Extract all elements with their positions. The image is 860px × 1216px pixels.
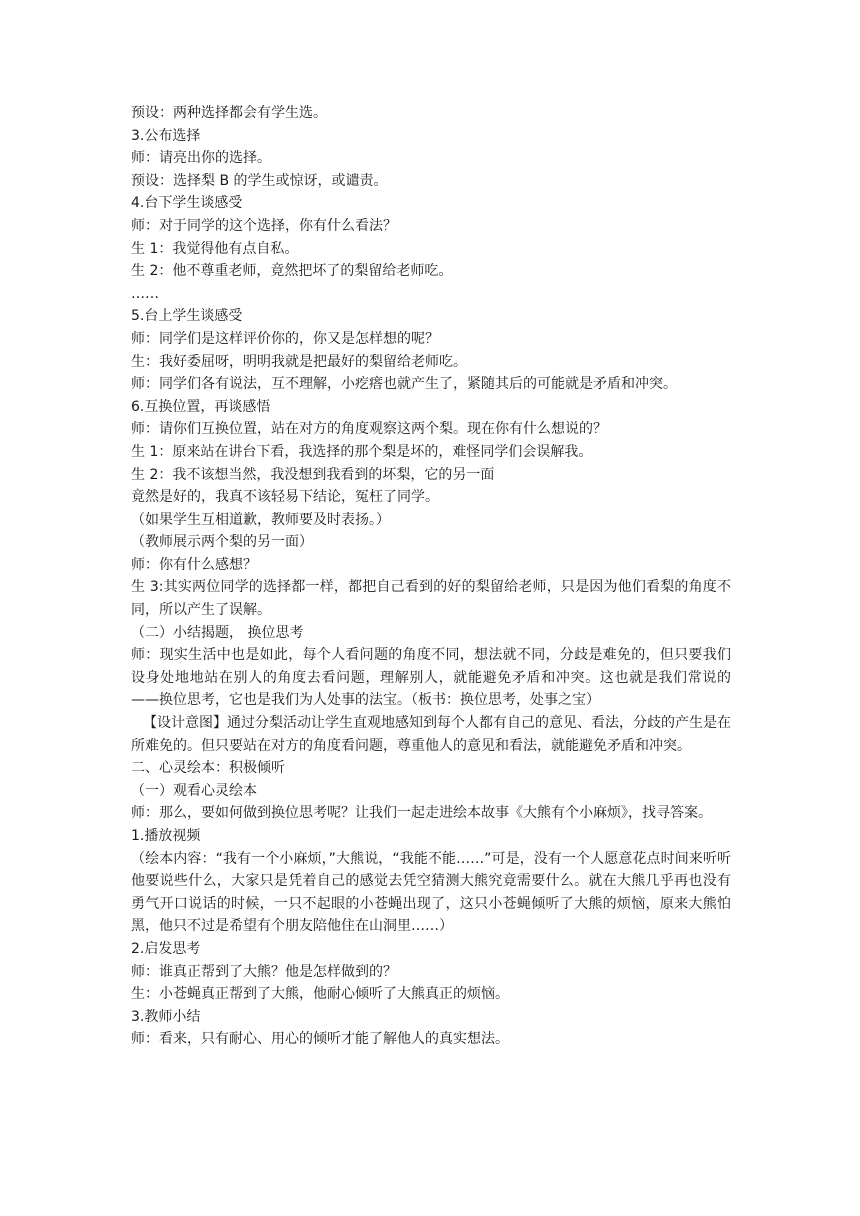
step-heading: 6.互换位置，再谈感悟 bbox=[131, 398, 271, 415]
text-line: 生 1：我觉得他有点自私。 bbox=[131, 240, 299, 257]
text-line: 师：对于同学的这个选择，你有什么看法？ bbox=[131, 217, 397, 234]
step-heading: 1.播放视频 bbox=[131, 828, 201, 844]
text-line: 生 2：他不尊重老师，竟然把坏了的梨留给老师吃。 bbox=[131, 263, 453, 280]
text-line: 师：你有什么感想？ bbox=[131, 556, 257, 573]
text-line: 生 2：我不该想当然，我没想到我看到的坏梨，它的另一面 bbox=[131, 466, 495, 483]
teacher-summary-paragraph: 师：现实生活中也是如此，每个人看问题的角度不同，想法就不同，分歧是难免的，但只要我们设身处地地站在别人的角度去看问题，理解别人，就能避免矛盾和冲突。这也就是我们常说的——换位思考，它也是我们为人处事的法宝。（板书：换位思考，处事之宝） bbox=[131, 647, 731, 709]
text-line: （如果学生互相道歉，教师要及时表扬。） bbox=[131, 511, 390, 528]
student3-paragraph: 生 3:其实两位同学的选择都一样，都把自己看到的好的梨留给老师，只是因为他们看梨的角度不同，所以产生了误解。 bbox=[131, 579, 731, 619]
text-line: （教师展示两个梨的另一面） bbox=[131, 534, 313, 551]
step-heading: 2.启发思考 bbox=[131, 940, 201, 957]
text-line: 师：请你们互换位置，站在对方的角度观察这两个梨。现在你有什么想说的？ bbox=[131, 421, 607, 438]
text-line: 师：谁真正帮到了大熊？他是怎样做到的？ bbox=[131, 963, 397, 980]
text-line: 生 1：原来站在讲台下看，我选择的那个梨是坏的，难怪同学们会误解我。 bbox=[131, 443, 593, 460]
section-subheading: （二）小结揭题， 换位思考 bbox=[131, 624, 304, 641]
step-heading: 3.公布选择 bbox=[131, 127, 201, 144]
book-content-paragraph: （绘本内容：“我有一个小麻烦，”大熊说，“我能不能……”可是，没有一个人愿意花点时间来听听他要说些什么，大家只是凭着自己的感觉去凭空猜测大熊究竟需要什么。就在大熊几乎再也没有勇气开口说话的时候，一只不起眼的小苍蝇出现了，这只小苍蝇倾听了大熊的烦恼，原来大熊怕黑，他只不过是希望有个朋友陪他住在山洞里……） bbox=[131, 850, 731, 935]
teacher-book-paragraph: 师：那么，要如何做到换位思考呢？让我们一起走进绘本故事《大熊有个小麻烦》，找寻答案。 bbox=[131, 805, 712, 822]
document-page bbox=[131, 102, 731, 1051]
text-line: 预设：两种选择都会有学生选。 bbox=[131, 105, 327, 121]
text-line: 师：同学们是这样评价你的，你又是怎样想的呢？ bbox=[131, 330, 439, 347]
text-line: 师：看来，只有耐心、用心的倾听才能了解他人的真实想法。 bbox=[131, 1031, 509, 1048]
step-heading: 5.台上学生谈感受 bbox=[131, 308, 243, 325]
text-line: 预设：选择梨 B 的学生或惊讶，或谴责。 bbox=[131, 172, 388, 189]
ellipsis-line: …… bbox=[131, 285, 159, 302]
text-line: 师：请亮出你的选择。 bbox=[131, 150, 271, 167]
text-line: 生：我好委屈呀，明明我就是把最好的梨留给老师吃。 bbox=[131, 353, 467, 370]
text-line: 生：小苍蝇真正帮到了大熊，他耐心倾听了大熊真正的烦恼。 bbox=[131, 986, 509, 1003]
step-heading: 3.教师小结 bbox=[131, 1008, 201, 1025]
text-line: 竟然是好的，我真不该轻易下结论，冤枉了同学。 bbox=[131, 489, 439, 506]
text-line: 师：同学们各有说法，互不理解，小疙瘩也就产生了，紧随其后的可能就是矛盾和冲突。 bbox=[131, 376, 677, 393]
section-heading: 二、心灵绘本：积极倾听 bbox=[131, 760, 285, 777]
step-heading: 4.台下学生谈感受 bbox=[131, 195, 243, 212]
section-subheading: （一）观看心灵绘本 bbox=[131, 782, 257, 799]
design-intent-paragraph: 【设计意图】通过分梨活动让学生直观地感知到每个人都有自己的意见、看法，分歧的产生是在所难免的。但只要站在对方的角度看问题，尊重他人的意见和看法，就能避免矛盾和冲突。 bbox=[131, 715, 731, 754]
